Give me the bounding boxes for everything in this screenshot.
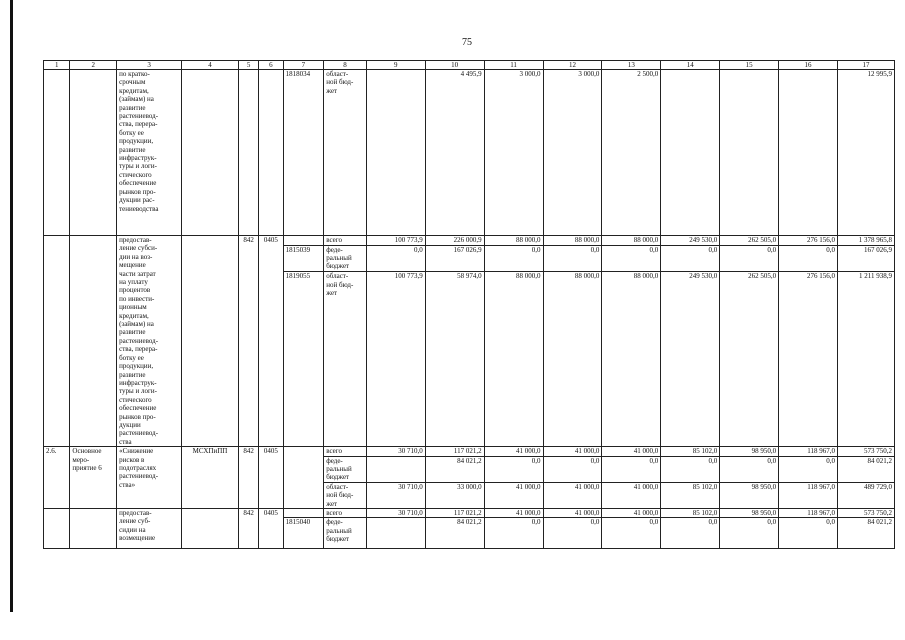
table-cell-value: 84 021,2 — [837, 456, 894, 482]
table-cell — [70, 509, 117, 549]
table-cell-value: 41 000,0 — [484, 509, 543, 518]
table-cell-value: 167 026,9 — [837, 245, 894, 272]
table-cell-value: 84 021,2 — [425, 518, 484, 549]
table-cell-value: 30 710,0 — [366, 509, 425, 518]
table-cell-value: 0,0 — [661, 518, 720, 549]
table-cell-value: 30 710,0 — [366, 482, 425, 508]
table-cell-code: 1818034 — [283, 70, 324, 236]
table-cell-value: 88 000,0 — [602, 236, 661, 246]
table-cell-value: 0,0 — [602, 518, 661, 549]
column-header: 6 — [259, 61, 283, 70]
table-cell-source: феде- ральный бюджет — [324, 245, 367, 272]
table-cell-activity: Основное меро- приятие 6 — [70, 447, 117, 509]
table-cell-value: 0,0 — [484, 518, 543, 549]
table-cell-value: 117 021,2 — [425, 509, 484, 518]
column-header: 8 — [324, 61, 367, 70]
table-cell-code: 1815040 — [283, 518, 324, 549]
table-row — [44, 70, 895, 236]
table-cell-value: 88 000,0 — [484, 272, 543, 447]
table-cell-value: 98 950,0 — [720, 509, 779, 518]
table-cell-value — [366, 70, 425, 236]
table-cell-code — [283, 509, 324, 518]
table-cell-value: 0,0 — [779, 456, 838, 482]
table-cell-value: 0,0 — [779, 518, 838, 549]
table-cell-description: предостав- ление суб- сидии на возмещение — [117, 509, 182, 549]
table-cell-value: 98 950,0 — [720, 447, 779, 456]
column-header: 16 — [779, 61, 838, 70]
table-cell-value — [366, 456, 425, 482]
table-cell-value: 276 156,0 — [779, 272, 838, 447]
table-cell-value: 84 021,2 — [837, 518, 894, 549]
table-cell-value: 118 967,0 — [779, 447, 838, 456]
table-cell-source: област- ной бюд- жет — [324, 272, 367, 447]
table-cell-value: 85 102,0 — [661, 482, 720, 508]
table-cell-value: 88 000,0 — [543, 272, 602, 447]
table-cell-value: 0,0 — [602, 245, 661, 272]
table-cell-value: 0,0 — [661, 245, 720, 272]
table-cell-section-code: 0405 — [259, 447, 283, 509]
table-cell-source: област- ной бюд- жет — [324, 482, 367, 508]
table-cell-value: 1 211 938,9 — [837, 272, 894, 447]
table-cell-value: 167 026,9 — [425, 245, 484, 272]
table-cell — [70, 236, 117, 447]
table-cell-source: всего — [324, 509, 367, 518]
table-cell-value: 249 530,0 — [661, 236, 720, 246]
table-cell-gov-code: 842 — [238, 447, 258, 509]
table-cell — [259, 70, 283, 236]
table-cell — [70, 70, 117, 236]
column-header: 9 — [366, 61, 425, 70]
table-cell-code — [283, 236, 324, 246]
table-cell-value: 573 750,2 — [837, 509, 894, 518]
table-cell-value: 88 000,0 — [602, 272, 661, 447]
table-cell-description: «Снижение рисков в подотраслях растениевод- ства» — [117, 447, 182, 509]
table-cell-gov-code: 842 — [238, 509, 258, 549]
table-cell-code — [283, 447, 324, 509]
table-cell — [44, 509, 70, 549]
table-cell-value: 276 156,0 — [779, 236, 838, 246]
column-header: 2 — [70, 61, 117, 70]
table-cell-section-code: 0405 — [259, 236, 283, 447]
table-cell — [44, 70, 70, 236]
table-cell — [238, 70, 258, 236]
table-row — [44, 509, 895, 518]
table-cell-value: 88 000,0 — [543, 236, 602, 246]
column-header: 13 — [602, 61, 661, 70]
table-cell-value: 41 000,0 — [543, 482, 602, 508]
table-cell-value: 489 729,0 — [837, 482, 894, 508]
table-cell-value: 249 530,0 — [661, 272, 720, 447]
table-cell-value: 0,0 — [543, 456, 602, 482]
page-number: 75 — [462, 37, 472, 48]
table-cell-value: 30 710,0 — [366, 447, 425, 456]
table-cell-source: всего — [324, 447, 367, 456]
table-cell-value: 1 378 965,8 — [837, 236, 894, 246]
budget-table-wrapper — [43, 60, 895, 549]
table-cell-description: по кратко- срочным кредитам, (займам) на развитие растениевод- ства, перера- ботку ее продукции, развитие инфраструк- туры и логи- стического обеспечение рынков про- дукции рас- тениеводства — [117, 70, 182, 236]
column-header: 12 — [543, 61, 602, 70]
table-cell-value: 118 967,0 — [779, 482, 838, 508]
table-cell-index: 2.6. — [44, 447, 70, 509]
table-cell-value: 0,0 — [543, 518, 602, 549]
column-header: 11 — [484, 61, 543, 70]
table-cell-source: феде- ральный бюджет — [324, 518, 367, 549]
table-cell-value: 100 773,9 — [366, 236, 425, 246]
table-cell-source: област- ной бюд- жет — [324, 70, 367, 236]
table-cell-source: феде- ральный бюджет — [324, 456, 367, 482]
table-cell-value: 88 000,0 — [484, 236, 543, 246]
table-cell-code: 1819055 — [283, 272, 324, 447]
column-header: 1 — [44, 61, 70, 70]
budget-table — [43, 60, 895, 549]
table-cell — [182, 509, 239, 549]
table-cell-value: 3 000,0 — [484, 70, 543, 236]
table-cell — [44, 236, 70, 447]
table-cell-code: 1815039 — [283, 245, 324, 272]
table-cell-value: 0,0 — [484, 245, 543, 272]
table-cell-value: 118 967,0 — [779, 509, 838, 518]
table-cell-value: 2 500,0 — [602, 70, 661, 236]
table-cell-value: 117 021,2 — [425, 447, 484, 456]
table-cell-value: 226 000,9 — [425, 236, 484, 246]
table-cell-description: предостав- ление субси- дии на воз- мещение части затрат на уплату процентов по инвести- ционным кредитам, (займам) на развитие растениевод- ства, перера- ботку ее продукции, развитие инфраструк- туры и логи- стического обеспечение рынков про- дукции растениевод- ства — [117, 236, 182, 447]
table-cell-value — [720, 70, 779, 236]
table-cell-value — [366, 518, 425, 549]
column-header: 15 — [720, 61, 779, 70]
table-cell-value: 573 750,2 — [837, 447, 894, 456]
table-cell-section-code: 0405 — [259, 509, 283, 549]
column-header-row — [44, 61, 895, 70]
table-cell-source: всего — [324, 236, 367, 246]
table-cell-value: 12 995,9 — [837, 70, 894, 236]
table-cell-value: 0,0 — [779, 245, 838, 272]
table-cell-value: 0,0 — [543, 245, 602, 272]
table-cell-value: 41 000,0 — [484, 447, 543, 456]
table-cell-value: 0,0 — [720, 456, 779, 482]
column-header: 7 — [283, 61, 324, 70]
table-cell-executor: МСХПиПП — [182, 447, 239, 509]
table-cell-value: 41 000,0 — [602, 509, 661, 518]
table-cell-value: 3 000,0 — [543, 70, 602, 236]
column-header: 3 — [117, 61, 182, 70]
table-cell-value: 262 505,0 — [720, 272, 779, 447]
table-cell — [182, 236, 239, 447]
column-header: 10 — [425, 61, 484, 70]
table-cell-value: 41 000,0 — [602, 447, 661, 456]
table-cell-value — [661, 70, 720, 236]
table-cell-value: 41 000,0 — [543, 509, 602, 518]
table-cell-value: 85 102,0 — [661, 509, 720, 518]
table-cell-value: 0,0 — [366, 245, 425, 272]
table-cell-value: 41 000,0 — [484, 482, 543, 508]
table-cell-value: 0,0 — [602, 456, 661, 482]
column-header: 17 — [837, 61, 894, 70]
table-cell-value — [779, 70, 838, 236]
table-cell-value: 0,0 — [720, 245, 779, 272]
table-cell — [182, 70, 239, 236]
column-header: 14 — [661, 61, 720, 70]
table-cell-value: 84 021,2 — [425, 456, 484, 482]
table-row — [44, 236, 895, 246]
table-row — [44, 447, 895, 456]
column-header: 4 — [182, 61, 239, 70]
table-cell-value: 0,0 — [661, 456, 720, 482]
table-cell-value: 100 773,9 — [366, 272, 425, 447]
table-cell-gov-code: 842 — [238, 236, 258, 447]
left-margin-bar — [10, 0, 13, 612]
table-cell-value: 98 950,0 — [720, 482, 779, 508]
table-cell-value: 0,0 — [720, 518, 779, 549]
table-cell-value: 85 102,0 — [661, 447, 720, 456]
table-cell-value: 4 495,9 — [425, 70, 484, 236]
table-cell-value: 262 505,0 — [720, 236, 779, 246]
table-cell-value: 41 000,0 — [602, 482, 661, 508]
column-header: 5 — [238, 61, 258, 70]
table-cell-value: 41 000,0 — [543, 447, 602, 456]
table-cell-value: 0,0 — [484, 456, 543, 482]
table-cell-value: 58 974,0 — [425, 272, 484, 447]
table-cell-value: 33 000,0 — [425, 482, 484, 508]
